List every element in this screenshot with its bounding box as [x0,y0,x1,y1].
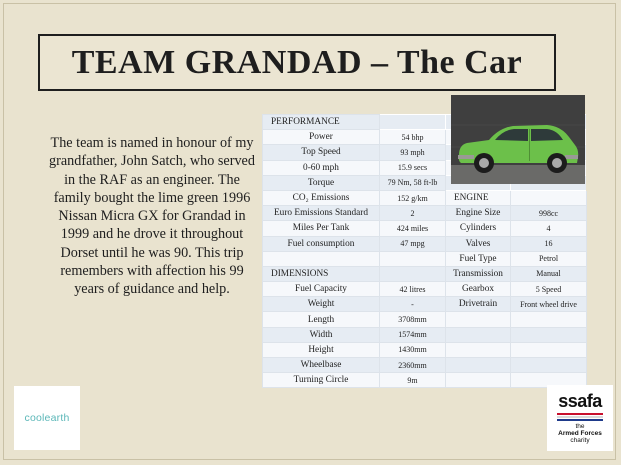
spec-value: 15.9 secs [380,160,446,175]
spec-value: 4 [511,221,587,236]
spec-label: Turning Circle [263,373,380,388]
story-text: The team is named in honour of my grandfather, John Satch, who served in the RAF as an engineer. The family bought the lime green 1996 Nissan Micra GX for Grandad in 1999 and he drove it throughout Dorset until he was 90. This trip remembers with affection his 99 years of guidance and help. [49,135,255,298]
coolearth-logo [14,386,80,450]
spec-value: 16 [511,236,587,251]
spec-label: Wheelbase [263,358,380,373]
performance-header: PERFORMANCE [263,115,380,130]
spec-value: - [380,297,446,312]
spec-value: 2360mm [380,358,446,373]
spec-value: 47 mpg [380,236,446,251]
coolearth-logo-text: coolearth [24,412,70,424]
spec-value: 424 miles [380,221,446,236]
spec-value: 54 bhp [380,130,446,145]
spec-value: 998cc [511,206,587,221]
spec-value: Petrol [511,251,587,266]
spec-value: 152 g/km [380,190,446,205]
spec-value: Manual [511,266,587,281]
ssafa-tagline-armed-forces: Armed Forces [558,430,602,437]
spec-label: Gearbox [446,282,511,297]
ssafa-logo-word: ssafa [558,391,602,411]
dimensions-header: DIMENSIONS [263,266,380,281]
spec-label: Fuel Type [446,251,511,266]
spec-label: Height [263,342,380,357]
spec-value: 3708mm [380,312,446,327]
slide-title: TEAM GRANDAD – The Car [71,43,523,81]
spec-label: Engine Size [446,206,511,221]
car-photo [451,95,585,184]
spec-label: Top Speed [263,145,380,160]
spec-label: Fuel consumption [263,236,380,251]
spec-label: Fuel Capacity [263,282,380,297]
spec-label: Length [263,312,380,327]
spec-value: 9m [380,373,446,388]
spec-label: Torque [263,175,380,190]
car-illustration [451,95,585,184]
ssafa-flag-stripes [557,412,603,421]
spec-label: Power [263,130,380,145]
spec-label: Weight [263,297,380,312]
ssafa-tagline-charity: charity [570,437,590,444]
spec-label: Width [263,327,380,342]
spec-label: Euro Emissions Standard [263,206,380,221]
spec-label: 0-60 mph [263,160,380,175]
spec-label: Drivetrain [446,297,511,312]
spec-label: Cylinders [446,221,511,236]
spec-label: Valves [446,236,511,251]
spec-value: 1574mm [380,327,446,342]
spec-label: Miles Per Tank [263,221,380,236]
spec-label: CO₂ Emissions [263,190,380,205]
spec-value: Front wheel drive [511,297,587,312]
spec-value: 1430mm [380,342,446,357]
spec-value: 93 mph [380,145,446,160]
title-box [38,34,556,91]
spec-value: 42 litres [380,282,446,297]
ssafa-logo [547,385,613,451]
ssafa-tagline-the: the [575,423,585,430]
spec-label: Transmission [446,266,511,281]
spec-value: 79 Nm, 58 ft-lb [380,175,446,190]
spec-value: 2 [380,206,446,221]
spec-value: 5 Speed [511,282,587,297]
engine-header: ENGINE [446,190,511,205]
